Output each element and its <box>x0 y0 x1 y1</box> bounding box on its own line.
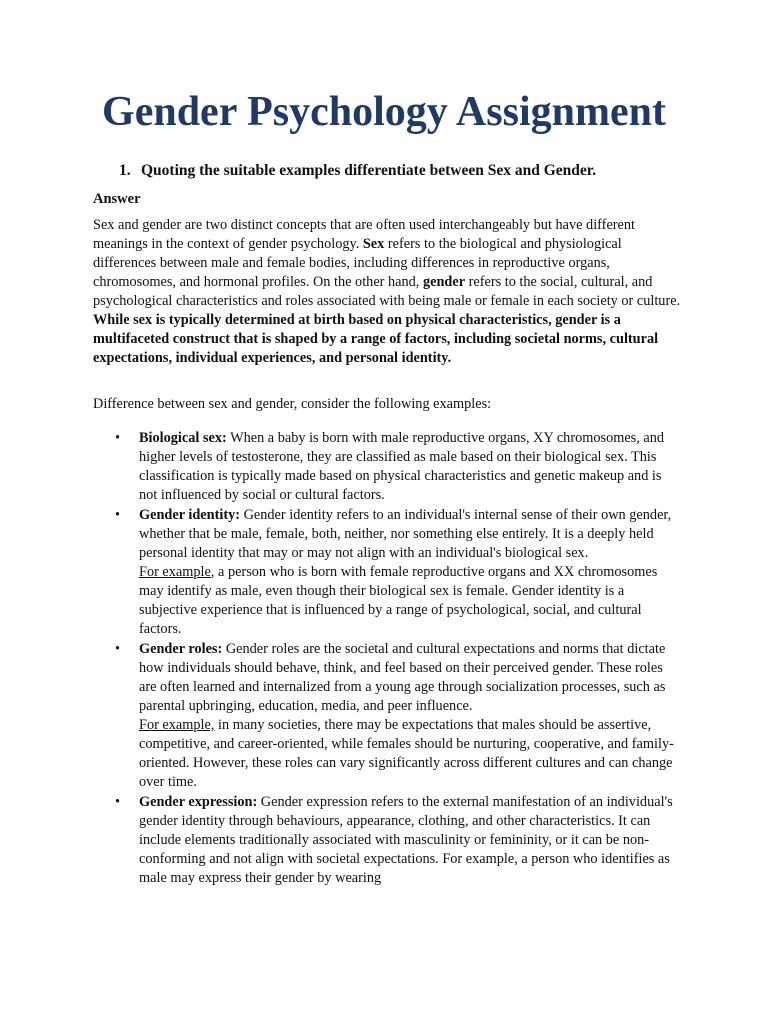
list-item <box>115 429 683 505</box>
list-item <box>115 640 683 792</box>
bullet-icon: • <box>115 507 121 523</box>
examples-intro: Difference between sex and gender, consider the following examples: <box>93 396 492 412</box>
question-heading <box>119 160 596 182</box>
bullet-term: Gender expression: <box>139 794 258 810</box>
answer-paragraph <box>93 216 683 368</box>
bullet-term: Gender roles: <box>139 641 223 657</box>
answer-label: Answer <box>93 191 141 207</box>
term-sex: Sex <box>362 236 385 252</box>
bullet-term: Biological sex: <box>139 430 227 446</box>
list-item <box>115 793 683 888</box>
para-bold-statement: While sex is typically determined at birth based on physical characteristics, gender is a multifaceted construct that is shaped by a range of factors, including societal norms, cultural expectations, individual experiences, and personal identity. <box>93 312 659 366</box>
example-text: in many societies, there may be expectations that males should be assertive, competitive, and career-oriented, while females should be nurturing, cooperative, and family-oriented. However, these roles can vary significantly across different cultures and can change over time. <box>139 717 674 790</box>
example-label: For example <box>139 564 211 580</box>
para-text-1: Sex and gender are two distinct concepts that are often used interchangeably but have different meanings in the context of gender psychology. <box>93 217 636 252</box>
bullet-term: Gender identity: <box>139 507 240 523</box>
question-number: 1. <box>119 162 131 179</box>
para-text-2: refers to the biological and physiological differences between male and female bodies, including differences in reproductive organs, chromosomes, and hormonal profiles. On the other hand, <box>93 236 622 290</box>
question-text: Quoting the suitable examples differentiate between Sex and Gender. <box>141 162 597 179</box>
para-text-3: refers to the social, cultural, and psychological characteristics and roles associated with being male or female in each society or culture. <box>93 274 681 309</box>
example-label: For example, <box>139 717 215 733</box>
bullet-icon: • <box>115 641 121 657</box>
bullet-text: Gender expression refers to the external manifestation of an individual's gender identity through behaviours, appearance, clothing, and other characteristics. It can include elements traditionally associated with masculinity or femininity, or it can be non-conforming and not align with societal expectations. For example, a person who identifies as male may express their gender by wearing <box>139 794 673 886</box>
example-text: , a person who is born with female reproductive organs and XX chromosomes may identify as male, even though their biological sex is female. Gender identity is a subjective experience that is influenced by a range of psychological, social, and cultural factors. <box>139 564 658 637</box>
page-title: Gender Psychology Assignment <box>102 89 666 135</box>
bullet-icon: • <box>115 794 121 810</box>
bullet-icon: • <box>115 430 121 446</box>
list-item <box>115 506 683 639</box>
examples-list <box>115 429 683 888</box>
bullet-text: When a baby is born with male reproductive organs, XY chromosomes, and higher levels of testosterone, they are classified as male based on their biological sex. This classification is typically made based on physical characteristics and genetic makeup and is not influenced by social or cultural factors. <box>139 430 665 503</box>
bullet-text: Gender roles are the societal and cultural expectations and norms that dictate how individuals should behave, think, and feel based on their perceived gender. These roles are often learned and internalized from a young age through socialization processes, such as parental upbringing, education, media, and peer influence. <box>139 641 666 714</box>
term-gender: gender <box>422 274 466 290</box>
bullet-text: Gender identity refers to an individual's internal sense of their own gender, whether that be male, female, both, neither, nor something else entirely. It is a deeply held personal identity that may or may not align with an individual's biological sex. <box>139 507 672 561</box>
